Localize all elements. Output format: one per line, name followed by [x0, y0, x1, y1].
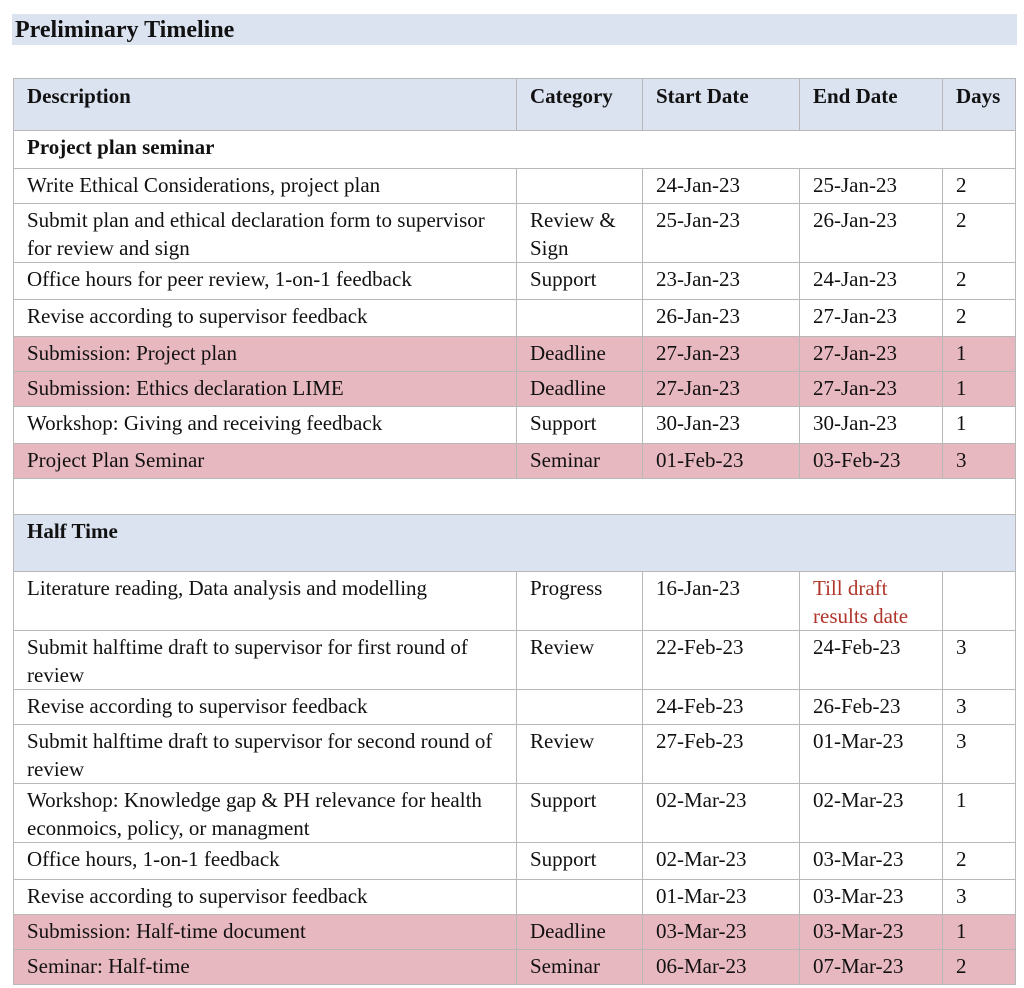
category-cell: Support: [517, 263, 643, 300]
days-cell: 3: [943, 725, 1016, 784]
category-cell: Seminar: [517, 444, 643, 479]
table-row: [14, 784, 1016, 843]
start-date-cell: 26-Jan-23: [643, 300, 800, 337]
category-cell: Deadline: [517, 337, 643, 372]
category-cell: Seminar: [517, 950, 643, 985]
table-row: [14, 915, 1016, 950]
days-cell: 3: [943, 631, 1016, 690]
category-cell: Deadline: [517, 915, 643, 950]
days-cell: 2: [943, 263, 1016, 300]
days-cell: 1: [943, 915, 1016, 950]
start-date-cell: 16-Jan-23: [643, 572, 800, 631]
start-date-cell: 24-Jan-23: [643, 169, 800, 204]
table-row: [14, 444, 1016, 479]
description-cell: Submit halftime draft to supervisor for second round of review: [14, 725, 517, 784]
description-cell: Revise according to supervisor feedback: [14, 690, 517, 725]
description-cell: Submission: Half-time document: [14, 915, 517, 950]
days-cell: 2: [943, 300, 1016, 337]
description-cell: Write Ethical Considerations, project plan: [14, 169, 517, 204]
end-date-cell: 24-Jan-23: [800, 263, 943, 300]
table-row: [14, 572, 1016, 631]
end-date-cell: 30-Jan-23: [800, 407, 943, 444]
end-date-cell: 03-Feb-23: [800, 444, 943, 479]
start-date-cell: 01-Mar-23: [643, 880, 800, 915]
table-row: [14, 204, 1016, 263]
category-cell: Progress: [517, 572, 643, 631]
description-cell: Office hours for peer review, 1-on-1 feedback: [14, 263, 517, 300]
description-cell: Office hours, 1-on-1 feedback: [14, 843, 517, 880]
start-date-cell: 01-Feb-23: [643, 444, 800, 479]
table-row: [14, 337, 1016, 372]
category-cell: [517, 300, 643, 337]
table-row: [14, 631, 1016, 690]
end-date-cell: 27-Jan-23: [800, 372, 943, 407]
table-body: [14, 131, 1016, 985]
end-date-cell: 27-Jan-23: [800, 300, 943, 337]
table-row: [14, 880, 1016, 915]
start-date-cell: 23-Jan-23: [643, 263, 800, 300]
category-cell: [517, 880, 643, 915]
category-cell: Support: [517, 407, 643, 444]
start-date-cell: 22-Feb-23: [643, 631, 800, 690]
days-cell: 1: [943, 372, 1016, 407]
days-cell: 3: [943, 880, 1016, 915]
end-date-cell: 02-Mar-23: [800, 784, 943, 843]
start-date-cell: 02-Mar-23: [643, 784, 800, 843]
days-cell: 1: [943, 784, 1016, 843]
end-date-cell: 01-Mar-23: [800, 725, 943, 784]
days-cell: 1: [943, 337, 1016, 372]
start-date-cell: 30-Jan-23: [643, 407, 800, 444]
document-title: Preliminary Timeline: [12, 14, 1017, 45]
days-cell: [943, 572, 1016, 631]
description-cell: Workshop: Knowledge gap & PH relevance for health econmoics, policy, or managment: [14, 784, 517, 843]
end-date-cell: Till draft results date: [800, 572, 943, 631]
spacer-row: [14, 479, 1016, 515]
table-header-row: [14, 79, 1016, 131]
table-row: [14, 169, 1016, 204]
start-date-cell: 27-Jan-23: [643, 372, 800, 407]
table-row: [14, 843, 1016, 880]
section-title: Project plan seminar: [14, 131, 1016, 169]
category-cell: Review & Sign: [517, 204, 643, 263]
start-date-cell: 03-Mar-23: [643, 915, 800, 950]
header-end-date: End Date: [800, 79, 943, 131]
end-date-cell: 25-Jan-23: [800, 169, 943, 204]
header-days: Days: [943, 79, 1016, 131]
table-row: [14, 300, 1016, 337]
table-row: [14, 725, 1016, 784]
end-date-cell: 24-Feb-23: [800, 631, 943, 690]
header-start-date: Start Date: [643, 79, 800, 131]
start-date-cell: 02-Mar-23: [643, 843, 800, 880]
table-row: [14, 950, 1016, 985]
description-cell: Literature reading, Data analysis and modelling: [14, 572, 517, 631]
category-cell: [517, 690, 643, 725]
category-cell: Support: [517, 843, 643, 880]
end-date-cell: 03-Mar-23: [800, 880, 943, 915]
end-date-cell: 07-Mar-23: [800, 950, 943, 985]
end-date-cell: 26-Jan-23: [800, 204, 943, 263]
start-date-cell: 27-Jan-23: [643, 337, 800, 372]
days-cell: 1: [943, 407, 1016, 444]
table-row: [14, 407, 1016, 444]
category-cell: Deadline: [517, 372, 643, 407]
table-row: [14, 372, 1016, 407]
end-date-cell: 03-Mar-23: [800, 915, 943, 950]
description-cell: Revise according to supervisor feedback: [14, 880, 517, 915]
days-cell: 2: [943, 843, 1016, 880]
section-row: [14, 515, 1016, 572]
days-cell: 2: [943, 169, 1016, 204]
category-cell: [517, 169, 643, 204]
start-date-cell: 24-Feb-23: [643, 690, 800, 725]
end-date-cell: 26-Feb-23: [800, 690, 943, 725]
header-category: Category: [517, 79, 643, 131]
description-cell: Workshop: Giving and receiving feedback: [14, 407, 517, 444]
description-cell: Project Plan Seminar: [14, 444, 517, 479]
description-cell: Submission: Ethics declaration LIME: [14, 372, 517, 407]
days-cell: 3: [943, 444, 1016, 479]
days-cell: 3: [943, 690, 1016, 725]
start-date-cell: 06-Mar-23: [643, 950, 800, 985]
timeline-table: [13, 78, 1016, 985]
description-cell: Seminar: Half-time: [14, 950, 517, 985]
header-description: Description: [14, 79, 517, 131]
section-title: Half Time: [14, 515, 1016, 572]
spacer-cell: [14, 479, 1016, 515]
end-date-cell: 27-Jan-23: [800, 337, 943, 372]
section-row: [14, 131, 1016, 169]
category-cell: Review: [517, 631, 643, 690]
description-cell: Revise according to supervisor feedback: [14, 300, 517, 337]
start-date-cell: 25-Jan-23: [643, 204, 800, 263]
category-cell: Support: [517, 784, 643, 843]
start-date-cell: 27-Feb-23: [643, 725, 800, 784]
category-cell: Review: [517, 725, 643, 784]
days-cell: 2: [943, 950, 1016, 985]
days-cell: 2: [943, 204, 1016, 263]
end-date-cell: 03-Mar-23: [800, 843, 943, 880]
description-cell: Submission: Project plan: [14, 337, 517, 372]
description-cell: Submit plan and ethical declaration form to supervisor for review and sign: [14, 204, 517, 263]
description-cell: Submit halftime draft to supervisor for first round of review: [14, 631, 517, 690]
table-row: [14, 263, 1016, 300]
table-row: [14, 690, 1016, 725]
